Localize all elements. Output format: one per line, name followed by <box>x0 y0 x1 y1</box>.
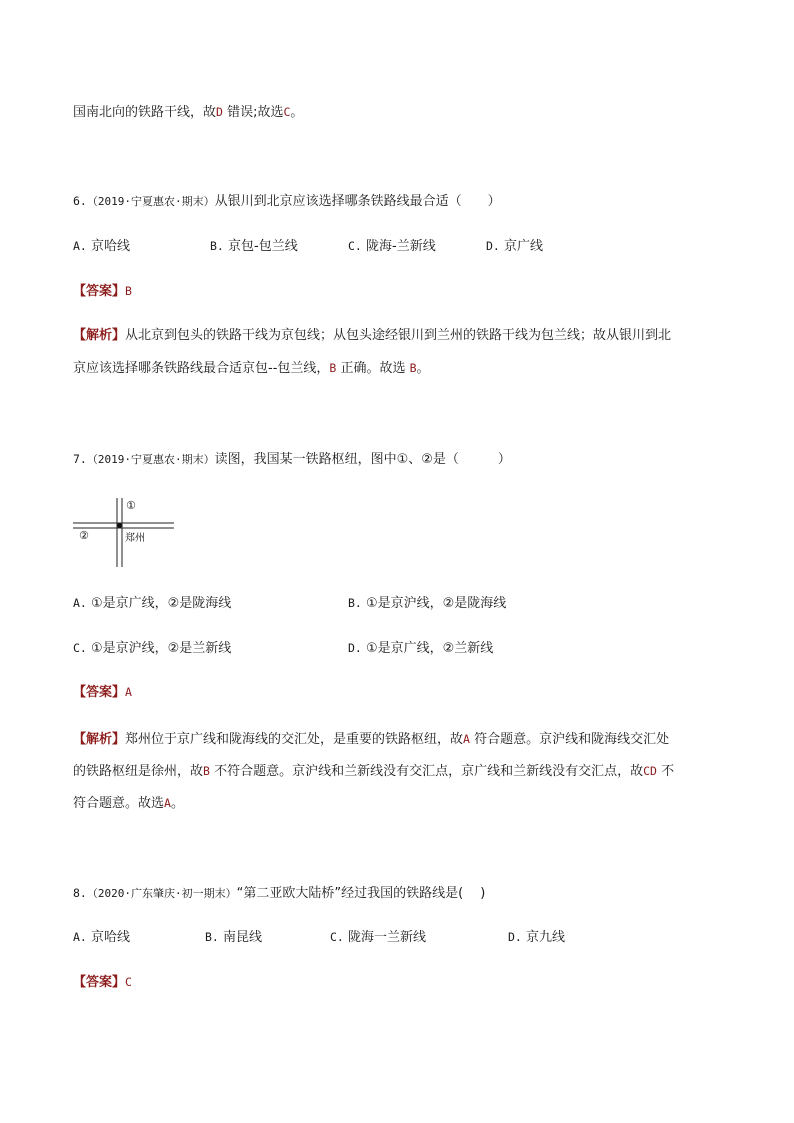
q6-option-c <box>348 237 436 256</box>
option-key: B. <box>205 930 219 944</box>
city-label: 郑州 <box>125 533 145 544</box>
option-text: 陇海一兰新线 <box>348 930 427 945</box>
analysis-text: 正确。故选 <box>336 361 410 376</box>
q7-option-b <box>348 594 506 613</box>
option-key: D. <box>508 930 522 944</box>
option-letter: A <box>164 796 171 810</box>
option-text: ①是京广线，②是陇海线 <box>91 596 232 611</box>
q8-option-d <box>508 928 565 947</box>
q6-option-d <box>486 237 543 256</box>
option-key: D. <box>486 239 500 253</box>
option-key: A. <box>73 239 87 253</box>
option-text: 南昆线 <box>223 930 263 945</box>
q8-option-a <box>73 928 130 947</box>
answer-value: B <box>125 284 132 298</box>
continuation-text: 。 <box>290 105 304 120</box>
q7-option-a <box>73 594 231 613</box>
analysis-text: 。 <box>170 796 184 811</box>
analysis-label: 【解析】 <box>73 732 126 747</box>
question-number: 8. <box>73 886 87 900</box>
option-key: B. <box>210 239 224 253</box>
option-key: B. <box>348 596 362 610</box>
analysis-label: 【解析】 <box>73 328 126 343</box>
option-text: 陇海-兰新线 <box>366 239 436 254</box>
railway-junction-diagram <box>70 495 180 570</box>
option-letter: B <box>329 361 337 375</box>
option-key: D. <box>348 641 362 655</box>
question-number: 6. <box>73 194 87 208</box>
q8-option-c <box>330 928 426 947</box>
answer-label: 【答案】 <box>73 685 126 700</box>
analysis-text: 符合题意。京沪线和陇海线交汇处 <box>469 732 670 747</box>
option-key: C. <box>348 239 362 253</box>
question-source: （2020·广东肇庆·初一期末） <box>86 887 237 900</box>
question-number: 7. <box>73 452 87 466</box>
answer-value: C <box>125 975 132 989</box>
question-text: 从银川到北京应该选择哪条铁路线最合适（ ） <box>214 194 501 209</box>
q6-analysis-line-1 <box>73 327 671 345</box>
option-letter: C <box>283 105 291 119</box>
q7-analysis-line-3 <box>73 794 184 813</box>
analysis-text: 不符合题意。京沪线和兰新线没有交汇点，京广线和兰新线没有交汇点，故 <box>209 764 644 779</box>
label-1: ① <box>126 499 136 512</box>
q6-analysis-line-2 <box>73 359 430 378</box>
option-text: 京广线 <box>504 239 544 254</box>
question-text: 读图，我国某一铁路枢纽，图中①、②是（ ） <box>214 452 511 467</box>
q6-option-b <box>210 237 298 256</box>
option-key: C. <box>330 930 344 944</box>
continuation-line <box>73 103 303 122</box>
q8-answer <box>73 973 132 992</box>
option-letter: CD <box>643 764 657 778</box>
analysis-text: 。 <box>416 361 430 376</box>
option-letter: A <box>463 732 470 746</box>
label-2: ② <box>79 529 89 542</box>
option-letter: B <box>203 764 210 778</box>
question-8-stem <box>73 884 485 903</box>
question-6-stem <box>73 192 501 211</box>
q7-option-c <box>73 639 231 658</box>
q7-answer <box>73 683 132 702</box>
q8-option-b <box>205 928 262 947</box>
option-text: ①是京广线，②兰新线 <box>366 641 494 656</box>
question-text: “第二亚欧大陆桥”经过我国的铁路线是( ) <box>236 886 486 901</box>
option-key: C. <box>73 641 87 655</box>
question-source: （2019·宁夏惠农·期末） <box>86 453 215 466</box>
analysis-text: 郑州位于京广线和陇海线的交汇处，是重要的铁路枢纽，故 <box>125 732 464 747</box>
option-letter: B <box>409 361 417 375</box>
q7-analysis-line-1 <box>73 730 669 749</box>
analysis-text: 不 <box>656 764 675 779</box>
answer-label: 【答案】 <box>73 284 126 299</box>
analysis-text: 符合题意。故选 <box>73 796 165 811</box>
analysis-text: 从北京到包头的铁路干线为京包线；从包头途经银川到兰州的铁路干线为包兰线；故从银川到北 <box>125 328 672 343</box>
continuation-text: 错误;故选 <box>222 105 284 120</box>
question-7-stem <box>73 450 511 469</box>
question-source: （2019·宁夏惠农·期末） <box>86 195 215 208</box>
q6-answer <box>73 282 132 301</box>
option-text: ①是京沪线，②是兰新线 <box>91 641 232 656</box>
option-letter: D <box>216 105 223 119</box>
answer-label: 【答案】 <box>73 975 126 990</box>
option-key: A. <box>73 596 87 610</box>
analysis-text: 京应该选择哪条铁路线最合适京包--包兰线， <box>73 361 330 376</box>
continuation-text: 国南北向的铁路干线，故 <box>73 105 217 120</box>
option-text: 京包-包兰线 <box>228 239 298 254</box>
analysis-text: 的铁路枢纽是徐州，故 <box>73 764 204 779</box>
q7-analysis-line-2 <box>73 762 674 781</box>
option-text: 京九线 <box>526 930 566 945</box>
q6-option-a <box>73 237 130 256</box>
junction-dot <box>117 523 122 528</box>
answer-value: A <box>125 685 132 699</box>
option-text: 京哈线 <box>91 930 131 945</box>
option-key: A. <box>73 930 87 944</box>
option-text: ①是京沪线，②是陇海线 <box>366 596 507 611</box>
option-text: 京哈线 <box>91 239 131 254</box>
q7-option-d <box>348 639 493 658</box>
